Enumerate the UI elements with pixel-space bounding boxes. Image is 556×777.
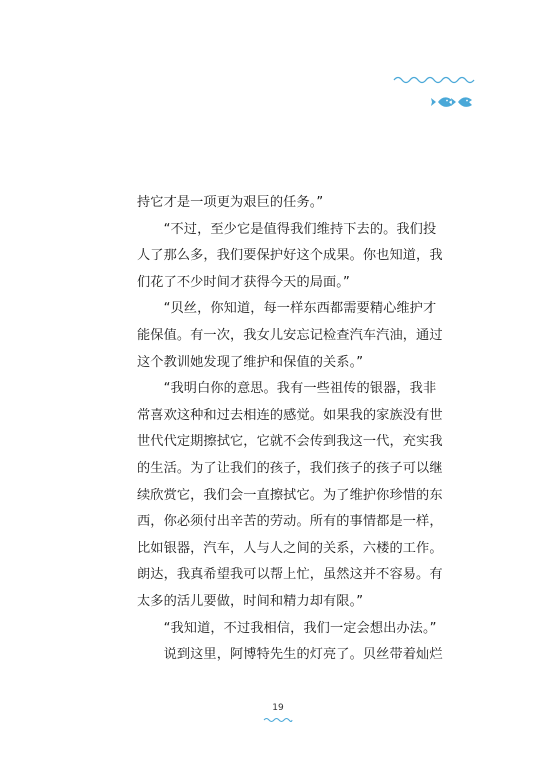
wave-line-icon [394,78,474,83]
page-footer [0,702,556,724]
text-line: 持它才是一项更为艰巨的任务。” [137,195,324,210]
fish-icon [451,97,472,106]
header-decoration [392,72,482,112]
text-line: 说到这里，阿博特先生的灯亮了。贝丝带着灿烂 [137,647,443,663]
text-line: 世代代定期擦拭它，它就不会传到我这一代，充实我 [137,434,443,450]
text-line: “我明白你的意思。我有一些祖传的银器，我非 [137,381,437,397]
text-line: 这个教训她发现了维护和保值的关系。” [137,354,364,370]
text-line: 续欣赏它，我们会一直擦拭它。为了维护你珍惜的东 [137,487,443,503]
text-line: 西，你必须付出辛苦的劳动。所有的事情都是一样， [137,514,443,530]
text-line: “贝丝，你知道，每一样东西都需要精心维护才 [137,301,437,317]
body-text [137,190,459,669]
text-line: 常喜欢这种和过去相连的感觉。如果我的家族没有世 [137,407,443,423]
text-line: 的生活。为了让我们的孩子，我们孩子的孩子可以继 [137,460,443,476]
text-line: 人了那么多，我们要保护好这个成果。你也知道，我 [137,248,443,264]
text-line: 们花了不少时间才获得今天的局面。” [137,274,350,290]
text-line: 朗达，我真希望我可以帮上忙，虽然这并不容易。有 [137,567,443,583]
text-line: 太多的活儿要做，时间和精力却有限。” [137,593,364,609]
text-line: “不过，至少它是值得我们维持下去的。我们投 [137,221,437,237]
text-line: 比如银器，汽车，人与人之间的关系，六楼的工作。 [137,540,443,556]
wave-line-icon [263,716,293,724]
fish-icon [431,97,452,106]
text-line: “我知道，不过我相信，我们一定会想出办法。” [137,620,437,636]
page-number: 19 [272,703,284,713]
text-line: 能保值。有一次，我女儿安忘记检查汽车汽油，通过 [137,327,443,343]
